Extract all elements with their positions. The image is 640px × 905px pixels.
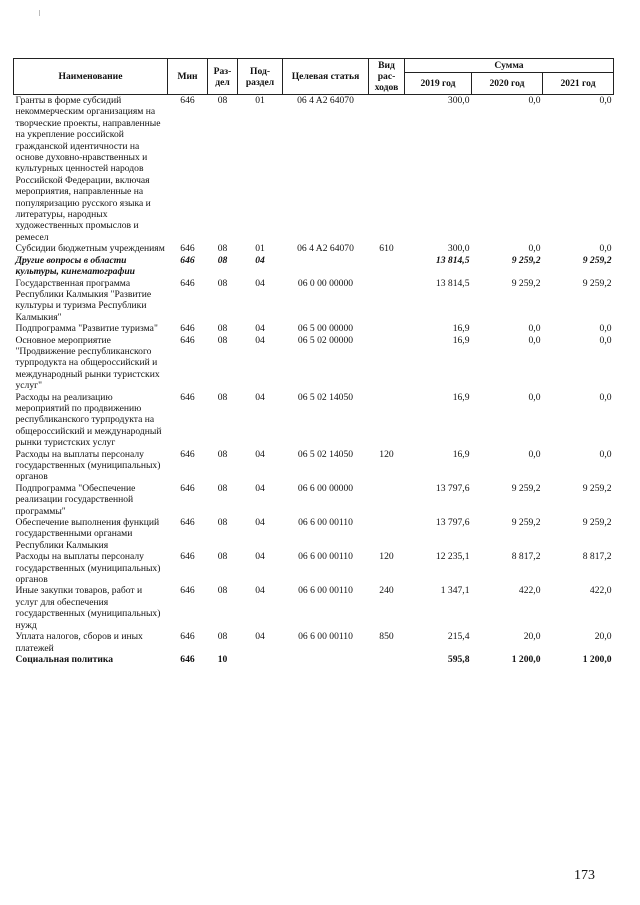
row-target xyxy=(283,255,369,278)
table-row xyxy=(14,585,614,631)
header-sum: Сумма xyxy=(405,59,614,73)
row-vid: 120 xyxy=(379,448,394,460)
row-vid xyxy=(369,392,405,449)
row-razdel: 08 xyxy=(217,631,228,643)
row-razdel: 10 xyxy=(217,653,228,665)
header-podrazdel: Под-раздел xyxy=(238,59,283,95)
row-sum-2021: 0,0 xyxy=(599,448,612,460)
row-name: Обеспечение выполнения функций государственными органами Республики Калмыкия xyxy=(15,517,160,551)
row-name: Расходы на выплаты персоналу государственных (муниципальных) органов xyxy=(15,551,161,586)
row-sum-2019: 13 797,6 xyxy=(435,482,470,494)
row-podrazdel: 04 xyxy=(255,585,265,597)
row-razdel: 08 xyxy=(217,517,228,529)
row-vid xyxy=(369,95,405,244)
row-sum-2021: 0,0 xyxy=(599,243,612,255)
row-razdel: 08 xyxy=(217,95,228,106)
row-min: 646 xyxy=(180,631,195,643)
row-target: 06 6 00 00110 xyxy=(298,551,353,563)
row-target: 06 0 00 00000 xyxy=(297,277,354,289)
row-min: 646 xyxy=(180,585,195,597)
table-row xyxy=(14,323,614,334)
row-min: 646 xyxy=(180,95,195,106)
row-vid xyxy=(369,278,405,324)
row-podrazdel: 04 xyxy=(255,517,265,529)
row-name: Другие вопросы в области культуры, кинематографии xyxy=(15,254,135,278)
row-vid xyxy=(369,323,405,334)
row-sum-2019: 16,9 xyxy=(452,334,470,346)
row-name: Гранты в форме субсидий некоммерческим организациям на творческие проекты, направленные на укрепление российской гражданской идентичности на основе духовно-нравственных и культурных ценностей народов Российской Федерации, включая мероприятия, направленные на популяризацию русского языка и литературы, народных художественных промыслов и ремесел xyxy=(15,95,161,243)
table-row xyxy=(14,483,614,517)
row-sum-2020: 0,0 xyxy=(528,391,541,403)
row-podrazdel: 04 xyxy=(255,254,265,266)
row-sum-2019: 16,9 xyxy=(452,323,470,335)
row-podrazdel: 04 xyxy=(255,323,265,335)
row-target: 06 5 02 14050 xyxy=(297,391,354,403)
row-razdel: 08 xyxy=(217,551,228,563)
row-sum-2021: 9 259,2 xyxy=(582,254,612,266)
row-sum-2021: 0,0 xyxy=(599,323,612,335)
row-vid xyxy=(369,255,405,278)
row-sum-2020: 1 200,0 xyxy=(511,653,541,665)
row-razdel: 08 xyxy=(217,243,228,255)
row-sum-2019: 12 235,1 xyxy=(435,551,470,563)
row-sum-2021: 0,0 xyxy=(599,334,612,346)
row-sum-2020: 9 259,2 xyxy=(511,482,541,494)
header-name: Наименование xyxy=(14,59,168,95)
table-row xyxy=(14,449,614,483)
row-target: 06 4 A2 64070 xyxy=(297,95,354,106)
row-min: 646 xyxy=(180,448,195,460)
row-name: Расходы на реализацию мероприятий по продвижению республиканского турпродукта на общероссийский и международный рынки туристских услуг xyxy=(15,391,162,449)
row-podrazdel: 01 xyxy=(255,95,265,106)
row-vid xyxy=(369,517,405,551)
row-sum-2020: 9 259,2 xyxy=(511,277,541,289)
row-sum-2021: 1 200,0 xyxy=(582,653,612,665)
row-sum-2021: 8 817,2 xyxy=(582,551,612,563)
row-sum-2019: 13 814,5 xyxy=(435,254,470,266)
row-target: 06 4 A2 64070 xyxy=(297,243,354,255)
row-target xyxy=(283,654,369,665)
budget-table xyxy=(13,58,614,665)
row-min: 646 xyxy=(180,277,195,289)
row-vid: 610 xyxy=(379,243,394,255)
row-sum-2021: 9 259,2 xyxy=(582,277,612,289)
row-razdel: 08 xyxy=(217,254,228,266)
table-row xyxy=(14,551,614,585)
table-row xyxy=(14,517,614,551)
row-min: 646 xyxy=(180,482,195,494)
row-min: 646 xyxy=(180,653,195,665)
row-podrazdel: 04 xyxy=(255,334,265,346)
page-number: 173 xyxy=(574,868,595,883)
row-podrazdel: 04 xyxy=(255,551,265,563)
row-sum-2019: 13 797,6 xyxy=(435,517,470,529)
row-min: 646 xyxy=(180,391,195,403)
row-podrazdel: 04 xyxy=(255,631,265,643)
row-sum-2021: 422,0 xyxy=(589,585,612,597)
row-sum-2019: 1 347,1 xyxy=(440,585,470,597)
row-sum-2020: 9 259,2 xyxy=(511,254,541,266)
row-podrazdel: 04 xyxy=(255,391,265,403)
row-sum-2019: 300,0 xyxy=(447,243,470,255)
row-name: Социальная политика xyxy=(15,653,114,665)
row-min: 646 xyxy=(180,551,195,563)
row-min: 646 xyxy=(180,334,195,346)
row-name: Основное мероприятие "Продвижение республиканского турпродукта на общероссийский и международный рынки туристских услуг" xyxy=(15,334,160,392)
row-sum-2019: 16,9 xyxy=(452,448,470,460)
row-name: Субсидии бюджетным учреждениям xyxy=(15,243,165,255)
row-sum-2019: 16,9 xyxy=(452,391,470,403)
table-row xyxy=(14,95,614,244)
row-target: 06 6 00 00000 xyxy=(297,482,354,494)
table-row xyxy=(14,654,614,665)
row-min: 646 xyxy=(180,243,195,255)
row-sum-2020: 0,0 xyxy=(528,448,541,460)
row-name: Расходы на выплаты персоналу государственных (муниципальных) органов xyxy=(15,448,161,483)
row-podrazdel: 04 xyxy=(255,448,265,460)
row-vid xyxy=(369,335,405,392)
table-row xyxy=(14,255,614,278)
row-name: Подпрограмма "Развитие туризма" xyxy=(15,323,158,335)
row-sum-2020: 0,0 xyxy=(528,95,541,106)
row-razdel: 08 xyxy=(217,482,228,494)
row-sum-2020: 0,0 xyxy=(528,323,541,335)
row-vid xyxy=(369,483,405,517)
row-razdel: 08 xyxy=(217,585,228,597)
row-podrazdel: 01 xyxy=(255,243,265,255)
row-sum-2019: 595,8 xyxy=(447,653,470,665)
row-target: 06 6 00 00110 xyxy=(298,585,353,597)
row-razdel: 08 xyxy=(217,323,228,335)
row-vid: 120 xyxy=(379,551,394,563)
table-row xyxy=(14,335,614,392)
row-name: Иные закупки товаров, работ и услуг для обеспечения государственных (муниципальных) нужд xyxy=(15,585,161,631)
row-razdel: 08 xyxy=(217,334,228,346)
row-sum-2020: 422,0 xyxy=(518,585,541,597)
row-razdel: 08 xyxy=(217,448,228,460)
row-sum-2021: 20,0 xyxy=(594,631,612,643)
row-sum-2019: 13 814,5 xyxy=(435,277,470,289)
scan-mark xyxy=(39,10,40,16)
row-min: 646 xyxy=(180,517,195,529)
header-target: Целевая статья xyxy=(283,59,369,95)
row-sum-2021: 9 259,2 xyxy=(582,517,612,529)
row-sum-2021: 9 259,2 xyxy=(582,482,612,494)
row-min: 646 xyxy=(180,254,195,266)
table-row xyxy=(14,392,614,449)
row-vid xyxy=(369,654,405,665)
row-target: 06 6 00 00110 xyxy=(298,517,353,529)
row-vid: 240 xyxy=(379,585,394,597)
row-target: 06 6 00 00110 xyxy=(298,631,353,643)
row-sum-2019: 215,4 xyxy=(447,631,470,643)
table-row xyxy=(14,243,614,254)
row-target: 06 5 02 14050 xyxy=(297,448,354,460)
header-year-2020: 2020 год xyxy=(472,73,543,95)
row-vid: 850 xyxy=(379,631,394,643)
header-year-2021: 2021 год xyxy=(543,73,614,95)
row-podrazdel: 04 xyxy=(255,482,265,494)
header-vid: Вид рас-ходов xyxy=(369,59,405,95)
row-sum-2020: 0,0 xyxy=(528,334,541,346)
header-razdel: Раз-дел xyxy=(208,59,238,95)
header-year-2019: 2019 год xyxy=(405,73,472,95)
row-sum-2021: 0,0 xyxy=(599,391,612,403)
row-podrazdel: 04 xyxy=(255,277,265,289)
row-sum-2020: 20,0 xyxy=(523,631,541,643)
row-sum-2020: 0,0 xyxy=(528,243,541,255)
row-name: Подпрограмма "Обеспечение реализации государственной программы" xyxy=(15,482,136,517)
row-target: 06 5 02 00000 xyxy=(297,334,354,346)
header-min: Мин xyxy=(168,59,208,95)
table-row xyxy=(14,631,614,654)
row-razdel: 08 xyxy=(217,277,228,289)
row-name: Уплата налогов, сборов и иных платежей xyxy=(15,631,143,654)
row-podrazdel xyxy=(238,654,283,665)
row-sum-2020: 9 259,2 xyxy=(511,517,541,529)
row-sum-2020: 8 817,2 xyxy=(511,551,541,563)
row-name: Государственная программа Республики Калмыкия "Развитие культуры и туризма Республики Калмыкия" xyxy=(15,277,152,323)
table-row xyxy=(14,278,614,324)
row-sum-2021: 0,0 xyxy=(599,95,612,106)
row-sum-2019: 300,0 xyxy=(447,95,470,106)
row-target: 06 5 00 00000 xyxy=(297,323,354,335)
row-min: 646 xyxy=(180,323,195,335)
row-razdel: 08 xyxy=(217,391,228,403)
